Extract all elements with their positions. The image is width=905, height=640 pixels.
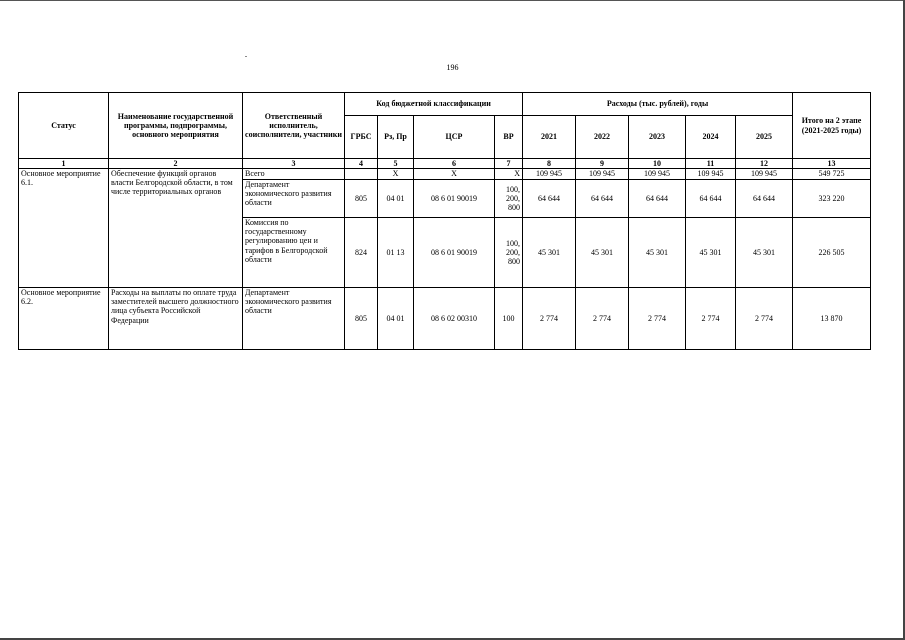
amount-2021-cell: 109 945 xyxy=(523,169,576,180)
amount-2022-cell: 109 945 xyxy=(576,169,629,180)
amount-2024-cell: 109 945 xyxy=(686,169,736,180)
table-row-m62 xyxy=(19,288,871,350)
amount-2023-cell: 2 774 xyxy=(629,288,686,350)
column-number: 7 xyxy=(495,159,523,169)
header-csr: ЦСР xyxy=(414,116,495,159)
column-number: 5 xyxy=(378,159,414,169)
header-status: Статус xyxy=(19,93,109,159)
column-number: 1 xyxy=(19,159,109,169)
measure-name-cell: Расходы на выплаты по оплате труда заместителей высшего должностного лица субъекта Российской Федерации xyxy=(109,288,243,350)
header-expenses: Расходы (тыс. рублей), годы xyxy=(523,93,793,116)
csr-cell: 08 6 01 90019 xyxy=(414,218,495,288)
grbs-cell: 805 xyxy=(345,288,378,350)
page-top-edge xyxy=(0,0,905,1)
column-number: 10 xyxy=(629,159,686,169)
vr-cell: 100, 200, 800 xyxy=(495,180,523,218)
status-cell: Основное мероприятие 6.2. xyxy=(19,288,109,350)
column-number: 8 xyxy=(523,159,576,169)
vr-cell: 100 xyxy=(495,288,523,350)
rzpr-cell: X xyxy=(378,169,414,180)
header-2021: 2021 xyxy=(523,116,576,159)
scan-speck xyxy=(245,56,247,57)
header-name: Наименование государственной программы, подпрограммы, основного мероприятия xyxy=(109,93,243,159)
column-number: 13 xyxy=(793,159,871,169)
total-cell: 549 725 xyxy=(793,169,871,180)
responsible-cell: Департамент экономического развития области xyxy=(243,288,345,350)
amount-2022-cell: 45 301 xyxy=(576,218,629,288)
amount-2021-cell: 64 644 xyxy=(523,180,576,218)
measure-name-cell: Обеспечение функций органов власти Белгородской области, в том числе территориальных органов xyxy=(109,169,243,288)
header-2025: 2025 xyxy=(736,116,793,159)
column-number: 11 xyxy=(686,159,736,169)
header-grbs: ГРБС xyxy=(345,116,378,159)
amount-2021-cell: 45 301 xyxy=(523,218,576,288)
amount-2023-cell: 64 644 xyxy=(629,180,686,218)
header-2023: 2023 xyxy=(629,116,686,159)
grbs-cell xyxy=(345,169,378,180)
amount-2024-cell: 45 301 xyxy=(686,218,736,288)
rzpr-cell: 01 13 xyxy=(378,218,414,288)
grbs-cell: 805 xyxy=(345,180,378,218)
amount-2025-cell: 109 945 xyxy=(736,169,793,180)
table-row-m61-total xyxy=(19,169,871,180)
header-2024: 2024 xyxy=(686,116,736,159)
responsible-cell: Департамент экономического развития области xyxy=(243,180,345,218)
header-2022: 2022 xyxy=(576,116,629,159)
header-total: Итого на 2 этапе (2021-2025 годы) xyxy=(793,93,871,159)
grbs-cell: 824 xyxy=(345,218,378,288)
amount-2023-cell: 45 301 xyxy=(629,218,686,288)
header-responsible: Ответственный исполнитель, соисполнители, участники xyxy=(243,93,345,159)
csr-cell: X xyxy=(414,169,495,180)
amount-2024-cell: 64 644 xyxy=(686,180,736,218)
column-number: 6 xyxy=(414,159,495,169)
responsible-cell: Комиссия по государственному регулированию цен и тарифов в Белгородской области xyxy=(243,218,345,288)
amount-2022-cell: 64 644 xyxy=(576,180,629,218)
column-number: 9 xyxy=(576,159,629,169)
amount-2025-cell: 45 301 xyxy=(736,218,793,288)
csr-cell: 08 6 02 00310 xyxy=(414,288,495,350)
amount-2025-cell: 64 644 xyxy=(736,180,793,218)
column-number: 4 xyxy=(345,159,378,169)
total-cell: 13 870 xyxy=(793,288,871,350)
amount-2024-cell: 2 774 xyxy=(686,288,736,350)
column-number: 3 xyxy=(243,159,345,169)
total-cell: 226 505 xyxy=(793,218,871,288)
header-budget-code: Код бюджетной классификации xyxy=(345,93,523,116)
budget-table xyxy=(18,92,871,350)
responsible-cell: Всего xyxy=(243,169,345,180)
rzpr-cell: 04 01 xyxy=(378,180,414,218)
header-rzpr: Рз, Пр xyxy=(378,116,414,159)
column-number-row xyxy=(19,159,871,169)
vr-cell: 100, 200, 800 xyxy=(495,218,523,288)
header-row-top xyxy=(19,93,871,116)
rzpr-cell: 04 01 xyxy=(378,288,414,350)
page-number: 196 xyxy=(446,63,459,72)
status-cell: Основное мероприятие 6.1. xyxy=(19,169,109,288)
csr-cell: 08 6 01 90019 xyxy=(414,180,495,218)
header-vr: ВР xyxy=(495,116,523,159)
amount-2023-cell: 109 945 xyxy=(629,169,686,180)
amount-2021-cell: 2 774 xyxy=(523,288,576,350)
amount-2022-cell: 2 774 xyxy=(576,288,629,350)
column-number: 2 xyxy=(109,159,243,169)
total-cell: 323 220 xyxy=(793,180,871,218)
column-number: 12 xyxy=(736,159,793,169)
amount-2025-cell: 2 774 xyxy=(736,288,793,350)
vr-cell: X xyxy=(495,169,523,180)
